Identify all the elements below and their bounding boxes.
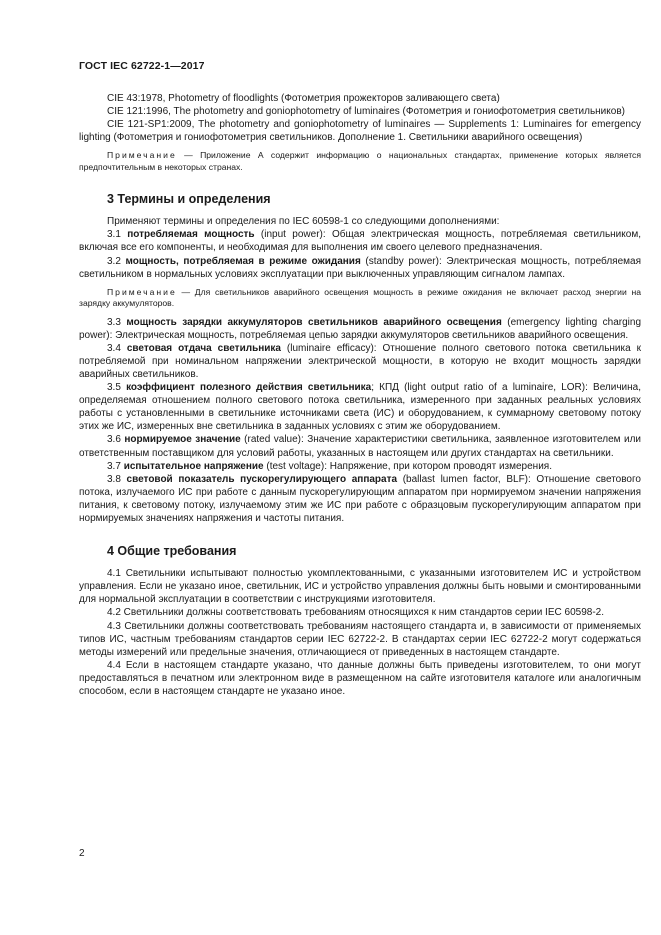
note-text: — Для светильников аварийного освещения мощность в режиме ожидания не включает расход энергии на зарядку аккумуляторов. [79, 286, 641, 309]
term-definition: ; КПД (light output ratio of a luminaire, LOR): Величина, определяемая отношением полного светового потока светильника, измеренного при заданных реальных условиях работы с установленными в светильнике источниками света (ИС) и оборудованием, к суммарному световому потоку этих же ИС, измеренных вне светильника в заданных условиях с этим же оборудованием. [79, 382, 641, 433]
term-name: световая отдача светильника [126, 342, 281, 354]
term-definition: (luminaire efficacy): Отношение полного светового потока светильника к потребляемой при номинальном напряжении электрической мощности, в которую не входит мощность зарядки аварийных светильников. [79, 342, 641, 380]
term-name: световой показатель пускорегулирующего аппарата [126, 473, 398, 485]
term-number: 3.2 [107, 255, 126, 267]
term-definition: (rated value): Значение характеристики светильника, заявленное изготовителем или ответственным поставщиком для условий работы, указанных в настоящем или других стандартах на светильники. [79, 434, 641, 459]
clause-4-1: 4.1 Светильники испытывают полностью укомплектованными, с указанными изготовителем ИС и устройством управления. Если не указано иное, светильник, ИС и устройство управления должны быть новыми и смонтированными для нормальной эксплуатации в соответствии с инструкциями изготовителя. [79, 568, 641, 606]
term-name: мощность зарядки аккумуляторов светильников аварийного освещения [126, 316, 502, 328]
term-number: 3.1 [107, 229, 128, 241]
term-definition: (emergency lighting charging power): Электрическая мощность, потребляемая цепью зарядки аккумуляторов светильников аварийного освещения. [79, 316, 642, 341]
term-number: 3.8 [107, 473, 127, 485]
note-standby-power [79, 287, 641, 310]
note-label: Примечание [107, 286, 177, 297]
term-definition: (input power): Общая электрическая мощность, потребляемая светильником, включая все его компоненты, и необходимая для выполнения им своего целевого предназначения. [79, 229, 641, 254]
term-3-3 [79, 316, 641, 342]
term-name: коэффициент полезного действия светильника [126, 382, 372, 394]
page-number: 2 [79, 848, 85, 859]
term-name: мощность, потребляемая в режиме ожидания [125, 255, 361, 267]
term-number: 3.6 [107, 434, 125, 446]
term-definition: (standby power): Электрическая мощность, потребляемая светильником в нормальных условиях эксплуатации при выключенных управляющим сигналом лампах. [79, 255, 641, 280]
section-4-title: 4 Общие требования [107, 544, 237, 559]
term-number: 3.7 [107, 460, 124, 472]
term-3-5 [79, 381, 641, 433]
section-3-title: 3 Термины и определения [107, 192, 271, 207]
clause-4-2: 4.2 Светильники должны соответствовать требованиям относящихся к ним стандартов серии IEC 60598-2. [107, 607, 604, 619]
term-3-4 [79, 342, 641, 381]
term-number: 3.5 [107, 382, 127, 394]
clause-4-4: 4.4 Если в настоящем стандарте указано, что данные должны быть приведены изготовителем, то они могут предоставляться в печатном или электронном виде в размещенном на сайте изготовителя каталоге или аналогичным способом, если в настоящем стандарте не указано иное. [79, 659, 641, 697]
note-text: — Приложение А содержит информацию о национальных стандартах, применение которых является предпочтительным в некоторых странах. [79, 150, 641, 172]
reference-cie121-sp1: CIE 121-SP1:2009, The photometry and goniophotometry of luminaires — Supplements 1: Luminaires for emergency lighting (Фотометрия и гониофотометрия светильников. Дополнение 1. Светильники аварийного освещения) [79, 119, 641, 144]
note-annex-a [79, 150, 641, 173]
term-name: испытательное напряжение [123, 460, 264, 472]
term-3-2 [79, 255, 641, 281]
clause-4-3: 4.3 Светильники должны соответствовать требованиям настоящего стандарта и, в зависимости от применяемых типов ИС, частным требованиям стандартов серии IEC 62722-2. В стандартах серии IEC 62722-2 могут содержаться методы измерений или предельные значения, отличающиеся от приведенных в настоящем стандарте. [79, 620, 641, 658]
term-number: 3.3 [107, 316, 127, 328]
term-definition: (test voltage): Напряжение, при котором проводят измерения. [263, 460, 552, 472]
term-3-1 [79, 228, 641, 254]
term-name: потребляемая мощность [127, 229, 255, 241]
page-content [79, 92, 641, 698]
term-number: 3.4 [107, 342, 127, 354]
term-3-7 [79, 460, 641, 473]
term-3-8 [79, 473, 641, 525]
section-3-intro: Применяют термины и определения по IEC 60598-1 со следующими дополнениями: [107, 216, 500, 228]
term-definition: (ballast lumen factor, BLF): Отношение светового потока, излучаемого ИС при работе с данным пускорегулирующим аппаратом при нормируемом значении напряжения питания, к световому потоку, излучаемому этим же ИС при работе с образцовым пускорегулирующим аппаратом при нормируемых значениях напряжения и частоты питания. [79, 473, 641, 524]
term-3-6 [79, 433, 641, 459]
reference-cie43: CIE 43:1978, Photometry of floodlights (Фотометрия прожекторов заливающего света) [107, 93, 500, 104]
note-label: Примечание [107, 150, 177, 161]
reference-cie121: CIE 121:1996, The photometry and goniophotometry of luminaires (Фотометрия и гониофотометрия светильников) [107, 106, 625, 118]
term-name: нормируемое значение [124, 434, 241, 446]
document-header: ГОСТ IEC 62722-1—2017 [79, 60, 205, 72]
